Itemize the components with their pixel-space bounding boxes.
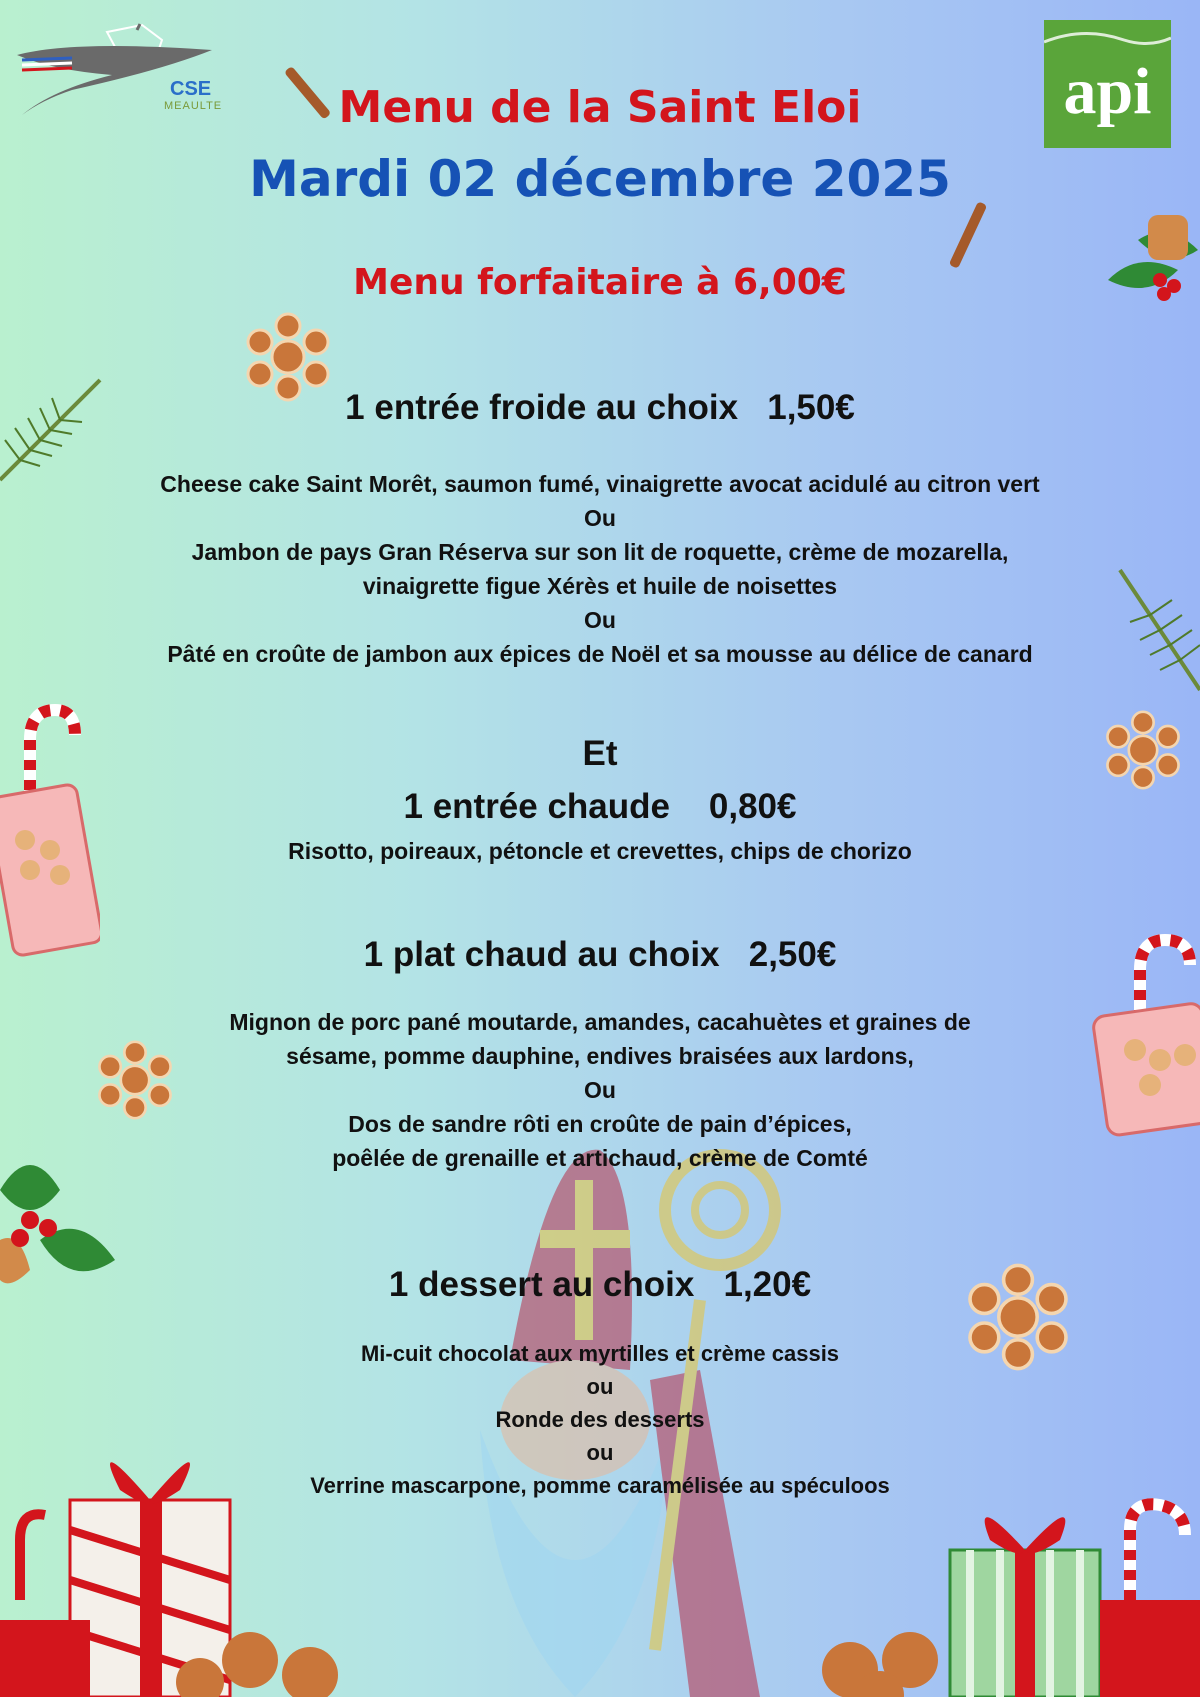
et-connector: Et <box>582 734 618 773</box>
separator-ou: ou <box>586 1374 614 1399</box>
entree-froide-option-cont: vinaigrette figue Xérès et huile de noisettes <box>362 573 838 599</box>
cinnamon-stick-icon <box>948 200 988 270</box>
api-logo-text: api <box>1063 55 1152 128</box>
entree-froide-option: Cheese cake Saint Morêt, saumon fumé, vinaigrette avocat acidulé au citron vert <box>160 471 1040 497</box>
separator-ou: Ou <box>584 505 616 531</box>
cse-logo-text: CSE <box>170 78 212 100</box>
menu-date: Mardi 02 décembre 2025 <box>249 150 951 208</box>
menu-forfait-price: Menu forfaitaire à 6,00€ <box>353 262 847 303</box>
separator-ou: ou <box>586 1440 614 1465</box>
entree-froide-list <box>0 467 1200 671</box>
separator-ou: Ou <box>584 607 616 633</box>
gift-boxes-icon <box>800 1490 1200 1697</box>
plat-chaud-option: Mignon de porc pané moutarde, amandes, cacahuètes et graines de <box>229 1009 971 1035</box>
plat-chaud-list <box>0 1005 1200 1175</box>
dessert-option: Verrine mascarpone, pomme caramélisée au spéculoos <box>310 1473 890 1498</box>
dessert-option: Mi-cuit chocolat aux myrtilles et crème cassis <box>360 1341 840 1366</box>
plat-chaud-option: Dos de sandre rôti en croûte de pain d’épices, <box>348 1111 852 1137</box>
entree-chaude-heading: 1 entrée chaude 0,80€ <box>403 787 797 826</box>
dessert-option: Ronde des desserts <box>495 1407 705 1432</box>
separator-ou: Ou <box>584 1077 616 1103</box>
entree-froide-heading: 1 entrée froide au choix 1,50€ <box>345 388 855 427</box>
plat-chaud-option-cont: sésame, pomme dauphine, endives braisées aux lardons, <box>286 1043 914 1069</box>
dessert-heading: 1 dessert au choix 1,20€ <box>388 1265 812 1304</box>
plat-chaud-option-cont: poêlée de grenaille et artichaud, crème de Comté <box>332 1145 868 1171</box>
menu-title: Menu de la Saint Eloi <box>338 82 862 133</box>
plat-chaud-heading: 1 plat chaud au choix 2,50€ <box>363 935 837 974</box>
cse-logo-subtext: MEAULTE <box>164 100 223 112</box>
dessert-list <box>0 1337 1200 1502</box>
entree-chaude-option: Risotto, poireaux, pétoncle et crevettes, chips de chorizo <box>288 838 912 864</box>
entree-froide-option: Pâté en croûte de jambon aux épices de Noël et sa mousse au délice de canard <box>167 641 1033 667</box>
entree-froide-option: Jambon de pays Gran Réserva sur son lit de roquette, crème de mozarella, <box>191 539 1009 565</box>
